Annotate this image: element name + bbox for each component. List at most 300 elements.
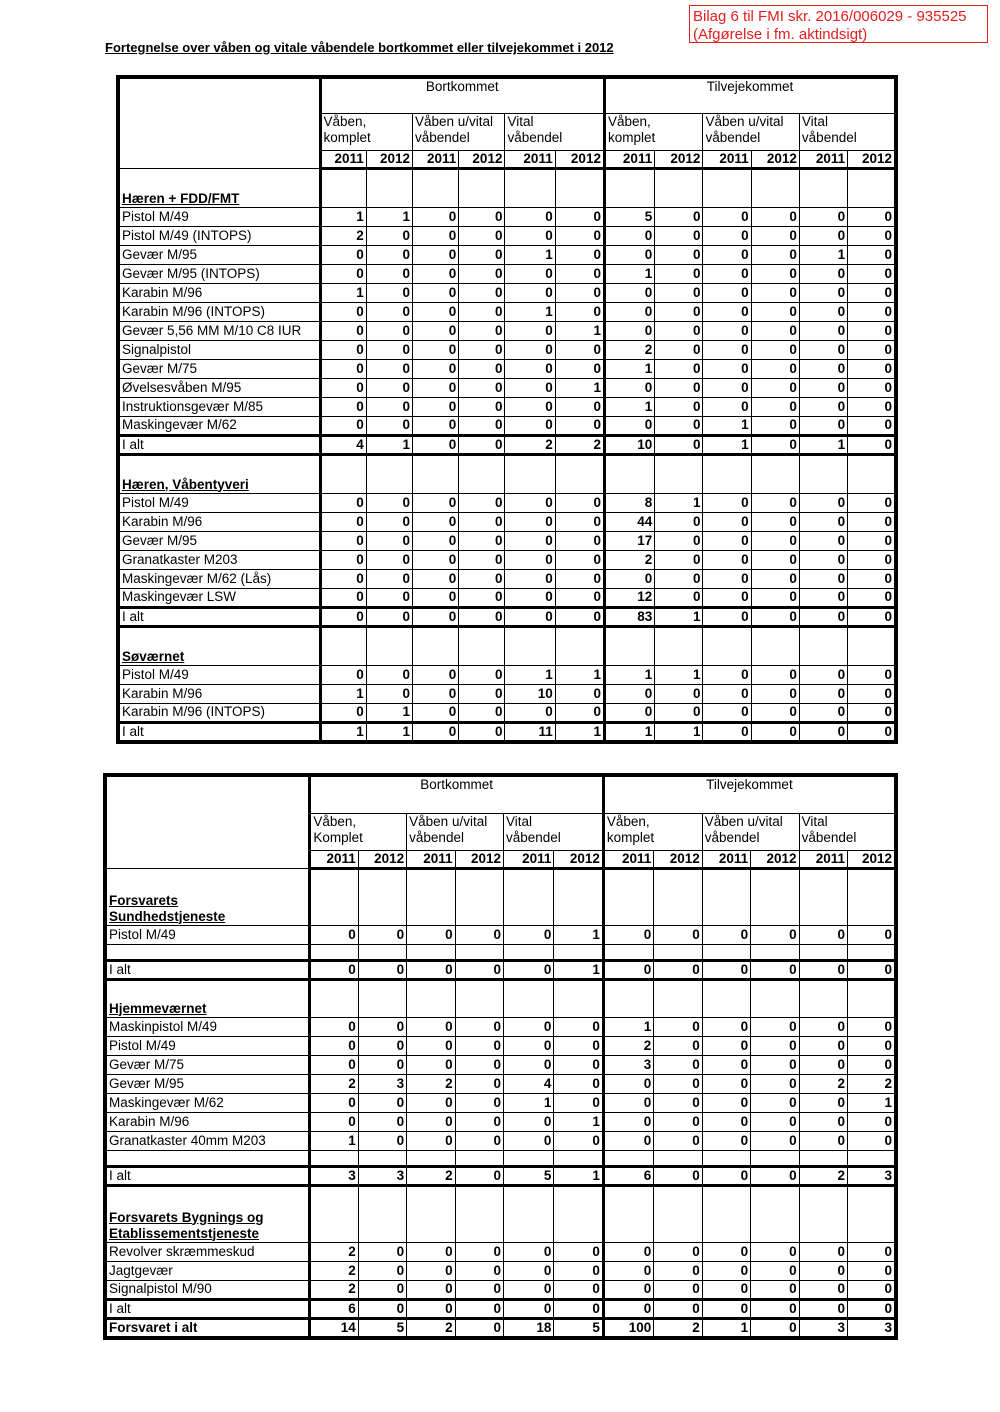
header-sub-line: Våben,	[313, 813, 357, 829]
value-cell: 0	[799, 531, 847, 550]
header-corner	[118, 77, 320, 168]
value-cell: 6	[603, 1166, 653, 1185]
year-cell: 2011	[604, 150, 654, 168]
weapons-table-1	[116, 75, 898, 744]
empty-cell	[320, 168, 366, 207]
empty-cell	[655, 454, 703, 493]
value-cell: 0	[505, 703, 555, 722]
value-cell: 1	[555, 378, 604, 397]
value-cell: 0	[751, 1242, 799, 1261]
value-cell: 0	[799, 207, 847, 226]
value-cell: 0	[555, 245, 604, 264]
section-row	[118, 168, 896, 207]
value-cell: 0	[703, 397, 751, 416]
empty-cell	[751, 1150, 799, 1166]
value-cell: 0	[413, 359, 459, 378]
value-cell: 0	[554, 1299, 603, 1318]
header-sub-cell	[407, 813, 504, 850]
year-cell: 2011	[413, 150, 459, 168]
value-cell: 0	[751, 416, 799, 435]
empty-cell	[751, 168, 799, 207]
empty-cell	[603, 979, 653, 1017]
value-cell: 1	[554, 960, 603, 979]
empty-cell	[505, 454, 555, 493]
value-cell: 2	[848, 1074, 897, 1093]
spacer-row	[105, 944, 896, 960]
header-tilvejekommet: Tilvejekommet	[603, 775, 896, 813]
section-row	[105, 979, 896, 1017]
empty-cell	[555, 454, 604, 493]
value-cell: 0	[702, 1166, 750, 1185]
empty-cell	[505, 168, 555, 207]
value-cell: 0	[504, 1055, 554, 1074]
section-title	[118, 626, 320, 665]
value-cell: 0	[751, 569, 799, 588]
value-cell: 0	[799, 703, 847, 722]
value-cell: 0	[505, 531, 555, 550]
weapon-label: Revolver skræmmeskud	[105, 1242, 310, 1261]
value-cell: 1	[320, 207, 366, 226]
section-title-line: Forsvarets	[109, 892, 179, 908]
total-label: I alt	[105, 1299, 310, 1318]
header-sub-line: komplet	[323, 129, 371, 145]
empty-cell	[459, 168, 505, 207]
value-cell: 0	[655, 512, 703, 531]
empty-cell	[413, 168, 459, 207]
value-cell: 0	[751, 340, 799, 359]
value-cell: 0	[413, 435, 459, 454]
value-cell: 0	[654, 1093, 702, 1112]
value-cell: 0	[505, 226, 555, 245]
value-cell: 0	[459, 493, 505, 512]
value-cell: 0	[459, 207, 505, 226]
value-cell: 0	[655, 569, 703, 588]
data-row	[105, 1055, 896, 1074]
value-cell: 0	[459, 531, 505, 550]
value-cell: 0	[848, 1017, 897, 1036]
value-cell: 5	[604, 207, 654, 226]
value-cell: 0	[655, 416, 703, 435]
value-cell: 0	[654, 1074, 702, 1093]
empty-cell	[848, 944, 897, 960]
value-cell: 0	[751, 1074, 799, 1093]
empty-cell	[555, 168, 604, 207]
value-cell: 0	[459, 302, 505, 321]
empty-cell	[751, 454, 799, 493]
empty-cell	[555, 626, 604, 665]
empty-cell	[751, 1185, 799, 1242]
total-row	[105, 960, 896, 979]
value-cell: 0	[455, 1055, 503, 1074]
value-cell: 0	[459, 703, 505, 722]
value-cell: 0	[751, 1093, 799, 1112]
value-cell: 0	[702, 1074, 750, 1093]
empty-cell	[554, 1185, 603, 1242]
header-sub-cell	[413, 113, 505, 150]
value-cell: 0	[751, 435, 799, 454]
weapon-label: Gevær M/95	[118, 245, 320, 264]
value-cell: 0	[504, 960, 554, 979]
value-cell: 0	[555, 531, 604, 550]
value-cell: 0	[455, 1318, 503, 1338]
value-cell: 0	[366, 302, 412, 321]
value-cell: 0	[799, 569, 847, 588]
value-cell: 0	[703, 264, 751, 283]
value-cell: 0	[702, 1112, 750, 1131]
value-cell: 0	[703, 283, 751, 302]
year-cell: 2011	[505, 150, 555, 168]
value-cell: 0	[655, 684, 703, 703]
value-cell: 0	[413, 302, 459, 321]
value-cell: 0	[654, 1261, 702, 1280]
section-title-line: Hæren, Våbentyveri	[122, 476, 249, 492]
value-cell: 0	[320, 416, 366, 435]
value-cell: 0	[459, 340, 505, 359]
empty-cell	[703, 626, 751, 665]
empty-cell	[702, 1150, 750, 1166]
value-cell: 0	[603, 960, 653, 979]
weapon-label: Karabin M/96 (INTOPS)	[118, 703, 320, 722]
value-cell: 0	[413, 283, 459, 302]
data-row	[118, 703, 896, 722]
value-cell: 0	[751, 207, 799, 226]
header-sub-line: våbendel	[801, 829, 857, 845]
value-cell: 0	[702, 1093, 750, 1112]
data-row	[118, 665, 896, 684]
total-row	[105, 1166, 896, 1185]
value-cell: 83	[604, 607, 654, 626]
empty-cell	[320, 454, 366, 493]
header-sub-cell	[604, 113, 702, 150]
value-cell: 0	[751, 1280, 799, 1299]
value-cell: 0	[703, 207, 751, 226]
header-group-row	[105, 775, 896, 813]
value-cell: 8	[604, 493, 654, 512]
value-cell: 4	[320, 435, 366, 454]
value-cell: 0	[751, 703, 799, 722]
value-cell: 0	[703, 321, 751, 340]
value-cell: 0	[504, 1036, 554, 1055]
empty-cell	[703, 454, 751, 493]
value-cell: 0	[848, 283, 896, 302]
data-row	[118, 512, 896, 531]
value-cell: 0	[751, 359, 799, 378]
value-cell: 0	[703, 722, 751, 742]
stamp-line-1: Bilag 6 til FMI skr. 2016/006029 - 935525	[693, 8, 967, 25]
value-cell: 0	[702, 1036, 750, 1055]
empty-cell	[654, 944, 702, 960]
value-cell: 0	[505, 378, 555, 397]
data-row	[118, 283, 896, 302]
value-cell: 0	[702, 1242, 750, 1261]
header-sub-line: Våben,	[323, 113, 367, 129]
value-cell: 0	[703, 359, 751, 378]
value-cell: 0	[603, 1093, 653, 1112]
value-cell: 1	[799, 245, 847, 264]
value-cell: 0	[799, 1131, 847, 1150]
data-row	[118, 321, 896, 340]
value-cell: 0	[702, 1261, 750, 1280]
value-cell: 1	[655, 493, 703, 512]
value-cell: 3	[358, 1166, 406, 1185]
value-cell: 0	[455, 960, 503, 979]
value-cell: 0	[655, 283, 703, 302]
value-cell: 0	[413, 684, 459, 703]
data-row	[105, 925, 896, 944]
value-cell: 2	[799, 1074, 847, 1093]
empty-cell	[320, 626, 366, 665]
value-cell: 0	[554, 1017, 603, 1036]
empty-cell	[799, 1150, 847, 1166]
value-cell: 0	[799, 378, 847, 397]
value-cell: 0	[703, 226, 751, 245]
value-cell: 0	[320, 493, 366, 512]
value-cell: 0	[799, 1017, 847, 1036]
data-row	[118, 302, 896, 321]
value-cell: 0	[655, 226, 703, 245]
value-cell: 0	[848, 607, 896, 626]
value-cell: 0	[604, 321, 654, 340]
value-cell: 3	[310, 1166, 358, 1185]
value-cell: 0	[848, 1299, 897, 1318]
total-label: I alt	[105, 1166, 310, 1185]
total-row	[118, 435, 896, 454]
value-cell: 0	[799, 340, 847, 359]
weapon-label: Pistol M/49	[105, 925, 310, 944]
value-cell: 0	[603, 1074, 653, 1093]
value-cell: 0	[799, 1242, 847, 1261]
value-cell: 0	[799, 550, 847, 569]
empty-cell	[848, 979, 897, 1017]
value-cell: 0	[703, 302, 751, 321]
value-cell: 0	[654, 925, 702, 944]
value-cell: 0	[751, 722, 799, 742]
empty-cell	[603, 944, 653, 960]
empty-cell	[455, 868, 503, 925]
value-cell: 0	[505, 397, 555, 416]
value-cell: 0	[848, 1112, 897, 1131]
value-cell: 2	[654, 1318, 702, 1338]
value-cell: 2	[604, 340, 654, 359]
value-cell: 0	[358, 1093, 406, 1112]
value-cell: 0	[751, 1318, 799, 1338]
value-cell: 0	[310, 925, 358, 944]
value-cell: 0	[459, 607, 505, 626]
value-cell: 0	[751, 1017, 799, 1036]
weapons-table-2	[103, 773, 898, 1340]
value-cell: 0	[366, 264, 412, 283]
value-cell: 0	[702, 925, 750, 944]
value-cell: 0	[751, 283, 799, 302]
empty-cell	[366, 626, 412, 665]
header-sub-line: våbendel	[409, 829, 464, 845]
value-cell: 0	[554, 1261, 603, 1280]
empty-cell	[358, 1185, 406, 1242]
section-row	[105, 868, 896, 925]
value-cell: 0	[455, 1280, 503, 1299]
value-cell: 0	[654, 1055, 702, 1074]
header-sub-line: Våben u/vital	[704, 813, 783, 829]
value-cell: 0	[459, 245, 505, 264]
empty-cell	[799, 944, 847, 960]
year-cell: 2012	[455, 850, 503, 868]
header-sub-line: Vital	[801, 813, 828, 829]
total-row	[105, 1318, 896, 1338]
weapon-label: Maskingevær M/62 (Lås)	[118, 569, 320, 588]
value-cell: 0	[407, 925, 455, 944]
value-cell: 0	[848, 925, 897, 944]
value-cell: 0	[848, 588, 896, 607]
header-sub-line: Vital	[801, 113, 828, 129]
header-tilvejekommet: Tilvejekommet	[604, 77, 896, 113]
empty-cell	[310, 1150, 358, 1166]
value-cell: 0	[703, 493, 751, 512]
value-cell: 0	[751, 512, 799, 531]
value-cell: 0	[604, 283, 654, 302]
value-cell: 1	[655, 665, 703, 684]
value-cell: 0	[320, 397, 366, 416]
value-cell: 0	[751, 245, 799, 264]
value-cell: 0	[366, 550, 412, 569]
year-cell: 2011	[799, 850, 847, 868]
empty-cell	[554, 868, 603, 925]
year-cell: 2011	[407, 850, 455, 868]
weapon-label: Granatkaster 40mm M203	[105, 1131, 310, 1150]
year-cell: 2012	[751, 150, 799, 168]
value-cell: 0	[505, 264, 555, 283]
year-cell: 2012	[459, 150, 505, 168]
value-cell: 1	[320, 684, 366, 703]
value-cell: 0	[604, 302, 654, 321]
empty-cell	[848, 868, 897, 925]
value-cell: 0	[799, 359, 847, 378]
value-cell: 5	[504, 1166, 554, 1185]
header-sub-cell	[799, 113, 896, 150]
data-row	[105, 1131, 896, 1150]
total-label: I alt	[118, 435, 320, 454]
value-cell: 0	[366, 684, 412, 703]
weapon-label: Gevær M/75	[118, 359, 320, 378]
value-cell: 0	[604, 569, 654, 588]
value-cell: 2	[310, 1074, 358, 1093]
value-cell: 0	[799, 493, 847, 512]
year-cell: 2012	[848, 850, 897, 868]
value-cell: 0	[848, 531, 896, 550]
value-cell: 0	[799, 665, 847, 684]
value-cell: 0	[505, 359, 555, 378]
value-cell: 0	[504, 1261, 554, 1280]
value-cell: 0	[407, 1131, 455, 1150]
value-cell: 0	[654, 960, 702, 979]
value-cell: 0	[320, 321, 366, 340]
value-cell: 0	[504, 1112, 554, 1131]
empty-cell	[407, 868, 455, 925]
value-cell: 0	[751, 493, 799, 512]
value-cell: 1	[555, 321, 604, 340]
value-cell: 0	[655, 245, 703, 264]
value-cell: 0	[799, 1036, 847, 1055]
value-cell: 0	[459, 512, 505, 531]
empty-cell	[848, 454, 896, 493]
value-cell: 0	[751, 684, 799, 703]
value-cell: 44	[604, 512, 654, 531]
value-cell: 1	[310, 1131, 358, 1150]
value-cell: 0	[655, 302, 703, 321]
value-cell: 0	[407, 1299, 455, 1318]
value-cell: 0	[504, 1017, 554, 1036]
year-cell: 2011	[310, 850, 358, 868]
data-row	[105, 1093, 896, 1112]
value-cell: 0	[413, 245, 459, 264]
value-cell: 0	[459, 283, 505, 302]
empty-cell	[554, 979, 603, 1017]
empty-cell	[554, 1150, 603, 1166]
value-cell: 0	[603, 1131, 653, 1150]
value-cell: 0	[703, 569, 751, 588]
header-sub-line: Våben,	[606, 813, 650, 829]
value-cell: 0	[655, 264, 703, 283]
value-cell: 0	[366, 226, 412, 245]
value-cell: 100	[603, 1318, 653, 1338]
weapon-label: Karabin M/96	[118, 512, 320, 531]
weapon-label: Karabin M/96 (INTOPS)	[118, 302, 320, 321]
value-cell: 0	[320, 703, 366, 722]
value-cell: 0	[555, 607, 604, 626]
value-cell: 12	[604, 588, 654, 607]
empty-cell	[603, 868, 653, 925]
value-cell: 2	[604, 550, 654, 569]
value-cell: 0	[604, 378, 654, 397]
value-cell: 1	[703, 435, 751, 454]
value-cell: 0	[366, 493, 412, 512]
header-sub-line: våbendel	[704, 829, 760, 845]
empty-cell	[504, 944, 554, 960]
value-cell: 0	[555, 226, 604, 245]
value-cell: 0	[848, 493, 896, 512]
header-sub-cell	[505, 113, 605, 150]
year-cell: 2012	[554, 850, 603, 868]
value-cell: 2	[799, 1166, 847, 1185]
weapon-label: Maskinpistol M/49	[105, 1017, 310, 1036]
section-title-line: Sundhedstjeneste	[109, 908, 226, 924]
value-cell: 0	[654, 1131, 702, 1150]
value-cell: 0	[366, 321, 412, 340]
value-cell: 1	[366, 703, 412, 722]
value-cell: 0	[703, 588, 751, 607]
weapon-label: Karabin M/96	[118, 283, 320, 302]
value-cell: 0	[358, 1131, 406, 1150]
header-sub-line: Våben u/vital	[409, 813, 488, 829]
empty-cell	[848, 1185, 897, 1242]
header-sub-cell	[703, 113, 799, 150]
value-cell: 0	[310, 1036, 358, 1055]
value-cell: 0	[413, 512, 459, 531]
value-cell: 0	[702, 1299, 750, 1318]
empty-cell	[603, 1150, 653, 1166]
empty-cell	[654, 1150, 702, 1166]
value-cell: 0	[848, 1280, 897, 1299]
empty-cell	[604, 454, 654, 493]
value-cell: 0	[413, 493, 459, 512]
value-cell: 0	[310, 1055, 358, 1074]
empty-cell	[654, 868, 702, 925]
value-cell: 0	[751, 1166, 799, 1185]
total-row	[118, 722, 896, 742]
section-title	[105, 868, 310, 925]
value-cell: 0	[848, 722, 896, 742]
value-cell: 0	[848, 207, 896, 226]
value-cell: 0	[655, 550, 703, 569]
